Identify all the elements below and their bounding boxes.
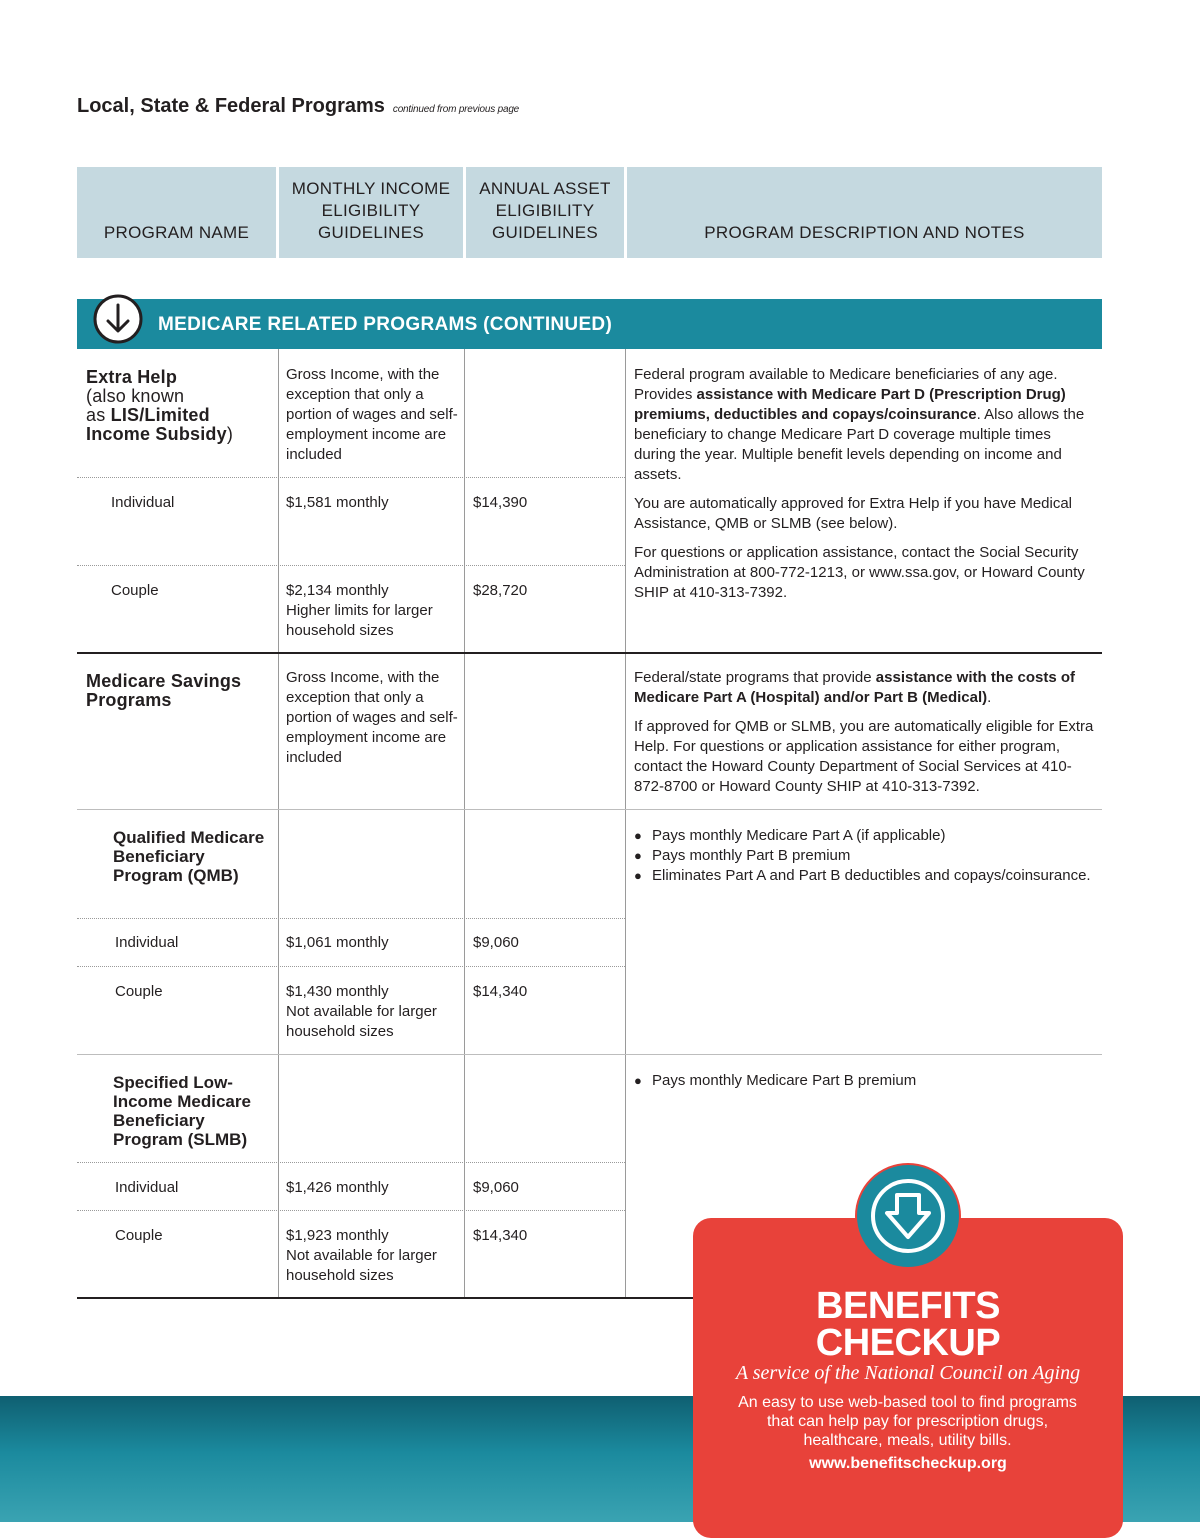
row-divider (77, 477, 625, 478)
income-amount: $2,134 monthly (286, 582, 389, 599)
row-divider (77, 565, 625, 566)
asset-value: $14,340 (473, 983, 528, 1000)
program-name-part: ) (226, 424, 234, 444)
row-divider (77, 1162, 625, 1163)
asset-value: $14,390 (473, 494, 528, 511)
row-divider (77, 1054, 1102, 1055)
table-bottom-rule (77, 1297, 697, 1299)
list-item: ● Pays monthly Medicare Part A (if applicable) (634, 826, 1096, 846)
desc-text: For questions or application assistance, contact the Social Security Administration at 800-772-1213, or www.ssa.gov, or Howard County SHIP at 410-313-7392. (634, 544, 1085, 601)
row-divider (77, 809, 1102, 810)
promo-title (693, 1285, 1123, 1364)
desc-bold: assistance with the costs of Medicare Part A (Hospital) and/or Part B (Medical) (634, 669, 1076, 706)
income-note: Not available for larger household sizes (286, 1003, 437, 1040)
continued-note: continued from previous page (392, 104, 520, 115)
income-note: Gross Income, with the exception that only a portion of wages and self-employment income are included (286, 366, 458, 463)
column-divider (464, 349, 465, 1299)
page-title (77, 95, 519, 118)
asset-value: $14,340 (473, 1227, 528, 1244)
section-title: MEDICARE RELATED PROGRAMS (CONTINUED) (158, 314, 613, 335)
income-value (286, 581, 461, 641)
column-header-annual-asset: ANNUAL ASSET ELIGIBILITY GUIDELINES (466, 167, 624, 258)
asset-value: $28,720 (473, 582, 528, 599)
down-arrow-circle-icon (857, 1165, 959, 1267)
column-divider (625, 349, 626, 1299)
income-note: Gross Income, with the exception that only a portion of wages and self-employment income are included (286, 669, 458, 766)
page-title-text: Local, State & Federal Programs (77, 95, 385, 117)
income-amount: $1,430 monthly (286, 983, 389, 1000)
income-value: $1,426 monthly (286, 1179, 389, 1196)
program-name-part: Extra Help (86, 367, 178, 387)
row-divider (77, 918, 625, 919)
column-header-monthly-income: MONTHLY INCOME ELIGIBILITY GUIDELINES (279, 167, 463, 258)
row-label-couple: Couple (115, 983, 163, 1000)
promo-title-line: CHECKUP (815, 1322, 1001, 1364)
asset-value: $9,060 (473, 1179, 519, 1196)
description-msp (634, 668, 1096, 806)
income-value (286, 1226, 461, 1286)
row-label-individual: Individual (115, 934, 179, 951)
row-divider (77, 1210, 625, 1211)
row-label-individual: Individual (111, 494, 175, 511)
desc-text: If approved for QMB or SLMB, you are automatically eligible for Extra Help. For questions or application assistance for either program, contact the Howard County Department of Social Services at 410-872-8700 or Howard County SHIP at 410-313-7392. (634, 718, 1094, 795)
row-label-couple: Couple (115, 1227, 163, 1244)
program-name-qmb: Qualified Medicare Beneficiary Program (QMB) (113, 828, 265, 885)
list-item: ● Pays monthly Medicare Part B premium (634, 1071, 1096, 1091)
program-name-msp: Medicare Savings Programs (86, 671, 242, 710)
row-label-individual: Individual (115, 1179, 179, 1196)
promo-title-line: BENEFITS (816, 1285, 1000, 1327)
asset-value: $9,060 (473, 934, 519, 951)
section-divider (77, 652, 1102, 654)
promo-description: An easy to use web-based tool to find programs that can help pay for prescription drugs, healthcare, meals, utility bills. (738, 1394, 1077, 1449)
desc-text: . Also allows the beneficiary to change Medicare Part D coverage multiple times during the year. Multiple benefit levels depending on income and assets. (634, 406, 1085, 483)
list-item: ● Eliminates Part A and Part B deductibles and copays/coinsurance. (634, 866, 1096, 886)
income-value: $1,061 monthly (286, 934, 389, 951)
promo-url-link[interactable]: www.benefitscheckup.org (809, 1455, 1007, 1472)
income-value: $1,581 monthly (286, 494, 389, 511)
qmb-bullet-list (634, 826, 1096, 886)
program-name-extra-help (86, 368, 276, 444)
column-header-description: PROGRAM DESCRIPTION AND NOTES (627, 167, 1102, 258)
income-value (286, 982, 461, 1042)
program-name-part: as (86, 405, 111, 425)
desc-bold: assistance with Medicare Part D (Prescription Drug) premiums, deductibles and copays/coinsurance (634, 386, 1066, 423)
desc-text: Federal/state programs that provide (634, 669, 876, 686)
row-label-couple: Couple (111, 582, 159, 599)
column-divider (278, 349, 279, 1299)
program-name-part: (also known (86, 386, 185, 406)
down-arrow-circle-icon (92, 293, 144, 345)
program-name-slmb: Specified Low-Income Medicare Beneficiary Program (SLMB) (113, 1073, 251, 1149)
income-note: Not available for larger household sizes (286, 1247, 437, 1284)
income-amount: $1,923 monthly (286, 1227, 389, 1244)
description-extra-help (634, 365, 1096, 612)
desc-text: Federal program available to Medicare beneficiaries of any age. Provides (634, 366, 1058, 403)
program-name-part: LIS/Limited (110, 405, 210, 425)
desc-text: You are automatically approved for Extra Help if you have Medical Assistance, QMB or SLMB (see below). (634, 495, 1073, 532)
desc-text: . (987, 689, 992, 706)
row-divider (77, 966, 625, 967)
slmb-bullet-list (634, 1071, 1096, 1091)
list-item: ● Pays monthly Part B premium (634, 846, 1096, 866)
promo-tagline: A service of the National Council on Aging (735, 1362, 1081, 1384)
program-name-part: Income Subsidy (86, 424, 227, 444)
income-note: Higher limits for larger household sizes (286, 602, 433, 639)
column-header-program-name: PROGRAM NAME (77, 167, 276, 258)
